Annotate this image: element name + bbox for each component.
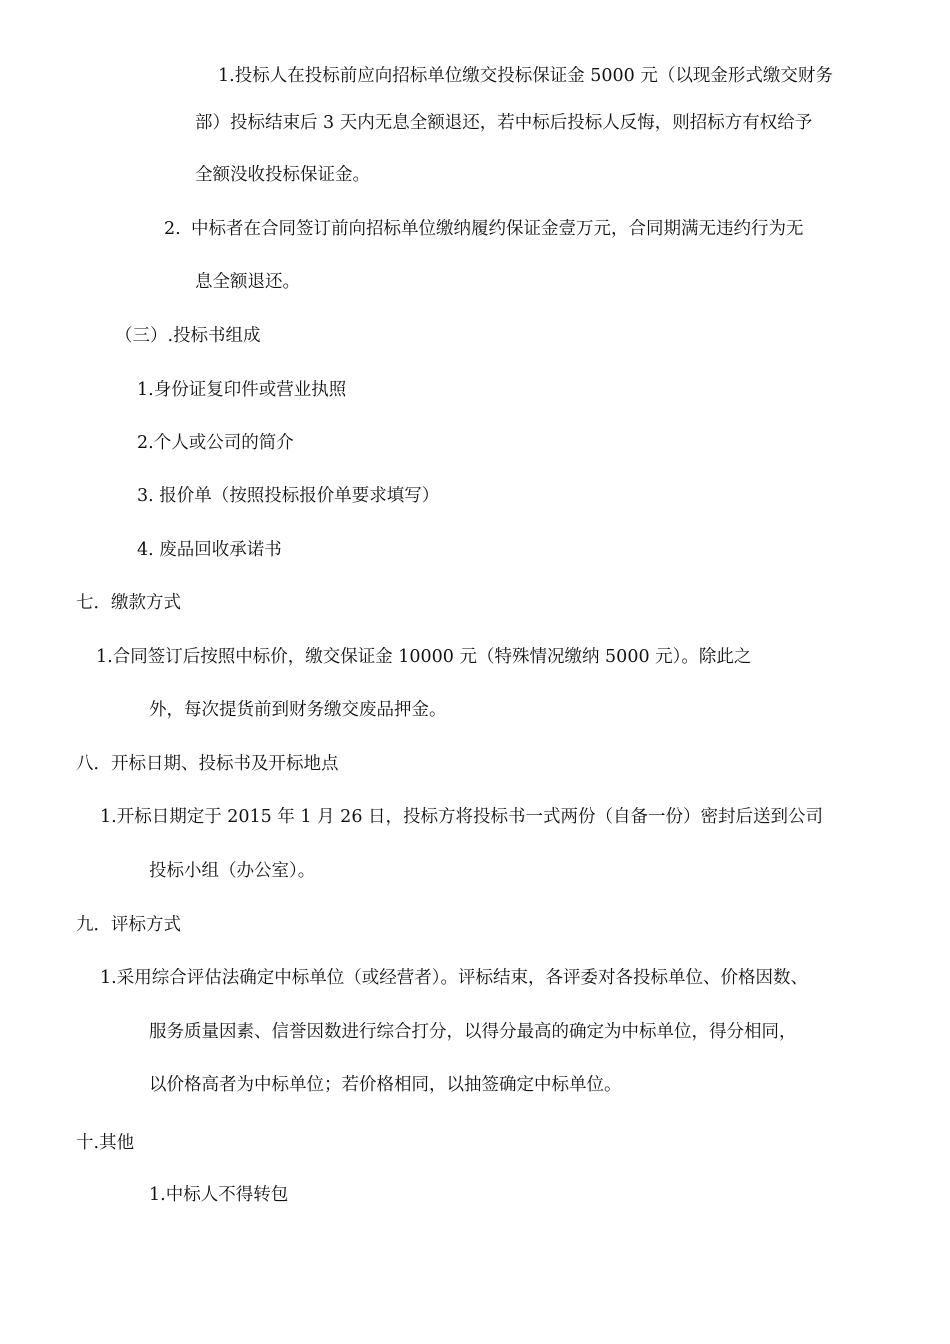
deposit-item1-line3: 全额没收投标保证金。	[195, 165, 370, 185]
section-10-item1: 1.中标人不得转包	[149, 1185, 289, 1205]
deposit-item2-line1: 中标者在合同签订前向招标单位缴纳履约保证金壹万元，合同期满无违约行为无	[191, 219, 804, 239]
section-10-heading: 十.其他	[76, 1133, 135, 1153]
section-7-item1-line1: 1.合同签订后按照中标价，缴交保证金 10000 元（特殊情况缴纳 5000 元）。除此之	[96, 647, 752, 667]
section-9-heading: 九．评标方式	[76, 915, 181, 935]
deposit-item2-line2: 息全额退还。	[195, 272, 300, 292]
deposit-item2-number: 2.	[164, 219, 181, 239]
section-9-item1-line2: 服务质量因素、信誉因数进行综合打分，以得分最高的确定为中标单位，得分相同，	[149, 1022, 797, 1042]
deposit-item1-line2: 部）投标结束后 3 天内无息全额退还，若中标后投标人反悔，则招标方有权给予	[195, 113, 813, 133]
section-8-item1-line2: 投标小组（办公室）。	[149, 861, 316, 881]
bid-composition-item-3: 3. 报价单（按照投标报价单要求填写）	[137, 486, 440, 506]
section-8-item1-line1: 1.开标日期定于 2015 年 1 月 26 日，投标方将投标书一式两份（自备一份）密封后送到公司	[100, 807, 824, 827]
bid-composition-item-4: 4. 废品回收承诺书	[137, 540, 282, 560]
section-7-heading: 七．缴款方式	[76, 593, 181, 613]
section-7-item1-line2: 外，每次提货前到财务缴交废品押金。	[149, 700, 447, 720]
deposit-item1-line1: 1.投标人在投标前应向招标单位缴交投标保证金 5000 元（以现金形式缴交财务	[218, 66, 833, 86]
section-8-heading: 八．开标日期、投标书及开标地点	[76, 754, 339, 774]
bid-composition-item-2: 2.个人或公司的简介	[137, 433, 294, 453]
section-9-item1-line1: 1.采用综合评估法确定中标单位（或经营者）。评标结束，各评委对各投标单位、价格因数、	[100, 968, 808, 988]
bid-composition-heading: （三）.投标书组成	[115, 326, 261, 346]
section-9-item1-line3: 以价格高者为中标单位；若价格相同，以抽签确定中标单位。	[149, 1075, 622, 1095]
bid-composition-item-1: 1.身份证复印件或营业执照	[137, 380, 347, 400]
